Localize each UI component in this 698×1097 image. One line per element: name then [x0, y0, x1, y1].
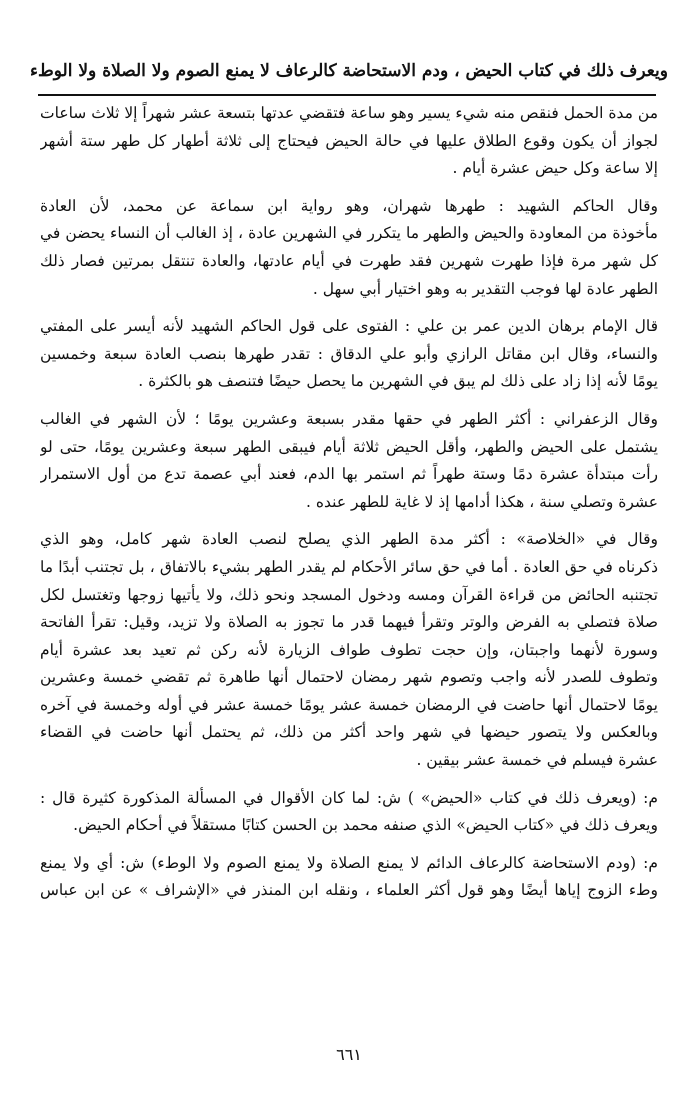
text-line: وسورة لأنهما واجبتان، وإن حجت تطوف طواف الزيارة لأنه ركن ثم تعيد بعد عشرة أيام — [40, 640, 658, 659]
text-line: وقال الزعفراني : أكثر الطهر في حقها مقدر بسبعة وعشرين يومًا ؛ لأن الشهر في الغالب — [40, 409, 658, 428]
page-body — [40, 100, 658, 915]
text-line: وقال في «الخلاصة» : أكثر مدة الطهر الذي يصلح لنصب العادة شهر كامل، وهو الذي — [40, 530, 658, 549]
commentary-paragraph — [40, 785, 658, 840]
text-line: لجواز أن يكون وقوع الطلاق عليها في حالة الحيض فيحتاج إلى ثلاثة أطهار كل طهر ستة أشهر — [40, 131, 658, 150]
text-line: ذكرناه في حق العادة . أما في حق سائر الأحكام لم يقدر الطهر بشيء بالاتفاق ، بل تجتنب أبدًا ما — [40, 557, 658, 576]
text-line: م: (ويعرف ذلك في كتاب «الحيض» ) ش: لما كان الأقوال في المسألة المذكورة كثيرة قال : — [40, 788, 658, 807]
text-line: يومًا لأنه إذا زاد على ذلك لم يبق في الشهرين ما يحصل حيضًا فتنصف هو بالكثرة . — [138, 372, 658, 391]
paragraph — [40, 100, 658, 183]
text-line: وتطوف للصدر لأنه واجب وتصوم شهر رمضان لاحتمال أنها طاهرة ثم تقضي خمسة وعشرين — [40, 668, 658, 687]
paragraph — [40, 406, 658, 516]
text-line: كل شهر مرة فإذا طهرت شهرين فقد طهرت في أيام عادتها، والعادة تنتقل بمرتين فصار ذلك — [40, 251, 658, 270]
header-divider — [38, 94, 656, 96]
text-line: وطء الزوج إياها أيضًا وهو قول أكثر العلماء ، ونقله ابن المنذر في «الإشراف » عن ابن عباس — [40, 881, 658, 900]
text-line: تجتنبه الحائض من قراءة القرآن ومسه ودخول المسجد ونحو ذلك، ولا يأتيها زوجها وتغتسل لكل — [40, 585, 658, 604]
text-line: من مدة الحمل فنقص منه شيء يسير وهو ساعة فتقضي عدتها بتسعة عشر شهراً إلا ثلاث ساعات — [40, 104, 658, 122]
text-line: يومًا لاحتمال أنها حاضت في الرمضان خمسة عشر يومًا خمسة عشر في أوله وخمسة في آخره — [40, 695, 658, 714]
text-line: وبالعكس ولا يتصور حيضها في شهر واحد أكثر من ذلك، ثم يحتمل أنها حاضت في القضاء — [40, 723, 658, 742]
text-line: وقال الحاكم الشهيد : طهرها شهران، وهو رواية ابن سماعة عن محمد، لأن العادة — [40, 196, 658, 215]
text-line: يشتمل على الحيض والطهر، وأقل الحيض ثلاثة أيام فيبقى الطهر سبعة وعشرين يومًا، حتى لو — [40, 437, 658, 456]
running-header: ويعرف ذلك في كتاب الحيض ، ودم الاستحاضة كالرعاف لا يمنع الصوم ولا الصلاة ولا الوطء — [30, 61, 668, 81]
text-line: رأت مبتدأة عشرة دمًا وستة طهراً ثم استمر بها الدم، فعند أبي عصمة تدع من أول الاستمرار — [40, 465, 658, 484]
text-line: صلاة فتصلي به الفرض والوتر وتقرأ فيهما قدر ما تجوز به الصلاة ولا تزيد، وقيل: تقرأ الفاتحة — [40, 613, 658, 632]
paragraph — [40, 193, 658, 303]
text-line: قال الإمام برهان الدين عمر بن علي : الفتوى على قول الحاكم الشهيد لأنه أيسر على المفتي — [40, 317, 658, 336]
paragraph — [40, 526, 658, 774]
commentary-paragraph — [40, 850, 658, 905]
text-line: ويعرف ذلك في «كتاب الحيض» الذي صنفه محمد بن الحسن كتابًا مستقلاً في أحكام الحيض. — [73, 816, 658, 835]
text-line: الطهر عادة لها فوجب التقدير به وهو اختيار أبي سهل . — [312, 279, 658, 298]
text-line: مأخوذة من المعاودة والحيض والطهر ما يتكرر في الشهرين عادة ، إذ الغالب أن النساء يحضن في — [40, 224, 658, 243]
text-line: والنساء، وقال ابن مقاتل الرازي وأبو علي الدقاق : تقدر طهرها بنصب العادة سبعة وخمسين — [40, 344, 658, 363]
page-number: ٦٦١ — [336, 1045, 362, 1064]
text-line: م: (ودم الاستحاضة كالرعاف الدائم لا يمنع الصلاة ولا يمنع الصوم ولا الوطء) ش: أي ولا يمنع — [40, 853, 658, 872]
text-line: عشرة فيسلم في خمسة عشر بيقين . — [416, 751, 658, 770]
text-line: عشرة وتصلي سنة ، هكذا أدامها إذ لا غاية للطهر عنده . — [306, 492, 658, 511]
text-line: إلا ساعة وكل حيض عشرة أيام . — [452, 159, 658, 178]
paragraph — [40, 313, 658, 396]
